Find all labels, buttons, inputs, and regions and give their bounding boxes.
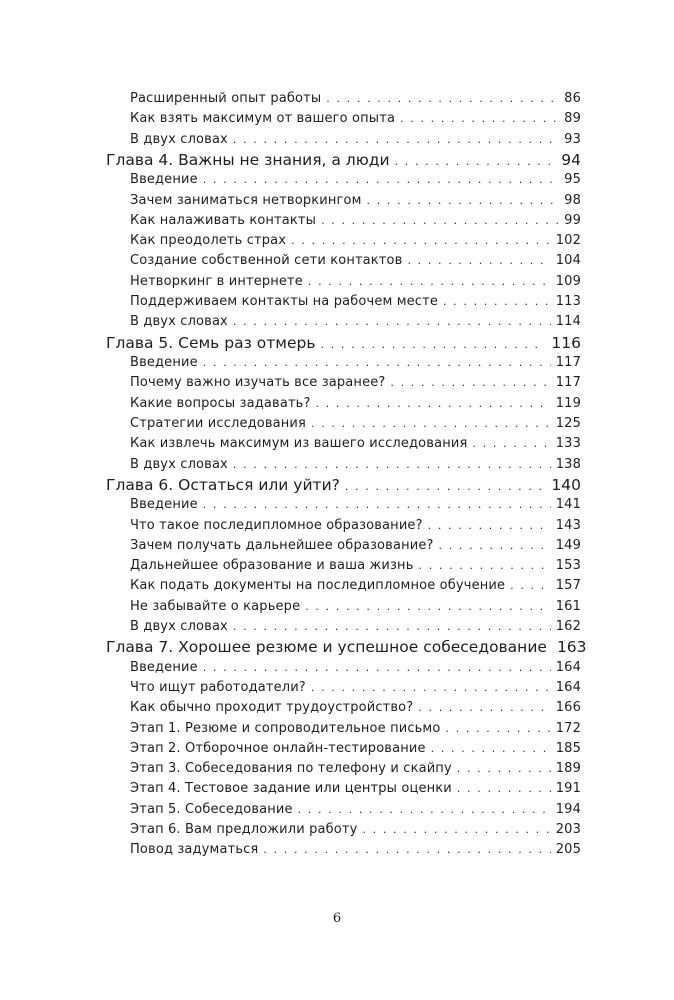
toc-entry-title: Расширенный опыт работы xyxy=(130,91,322,106)
toc-section-entry xyxy=(106,394,581,414)
toc-entry-title: Глава 4. Важны не знания, а люди xyxy=(106,150,390,169)
toc-entry-page: 166 xyxy=(555,700,581,716)
toc-entry-page: 117 xyxy=(555,355,581,371)
dot-leader xyxy=(390,373,550,393)
dot-leader xyxy=(263,840,550,860)
toc-entry-title: Глава 7. Хорошее резюме и успешное собеседование xyxy=(106,638,547,657)
dot-leader xyxy=(311,678,551,698)
toc-entry-page: 172 xyxy=(555,720,581,736)
toc-chapter-entry xyxy=(106,637,587,657)
toc-entry-page: 163 xyxy=(556,638,587,657)
toc-entry-title: Глава 5. Семь раз отмерь xyxy=(106,333,316,352)
dot-leader xyxy=(472,434,550,454)
toc-entry-page: 143 xyxy=(555,517,581,533)
toc-entry-title: Зачем получать дальнейшее образование? xyxy=(130,537,434,553)
dot-leader xyxy=(203,658,551,678)
dot-leader xyxy=(316,394,551,414)
toc-entry-title: Введение xyxy=(130,355,198,371)
dot-leader xyxy=(362,820,550,840)
toc-entry-title: Нетворкинг в интернете xyxy=(130,273,303,289)
toc-entry-page: 162 xyxy=(555,619,581,634)
toc-entry-page: 95 xyxy=(564,172,581,188)
toc-section-entry xyxy=(106,800,581,820)
toc-entry-page: 125 xyxy=(555,415,581,431)
toc-section-entry xyxy=(106,211,581,231)
dot-leader xyxy=(418,698,550,718)
toc-entry-page: 157 xyxy=(555,578,581,594)
toc-section-entry xyxy=(106,759,581,779)
toc-entry-title: Что такое последипломное образование? xyxy=(130,517,423,533)
toc-section-entry xyxy=(106,576,581,596)
toc-entry-page: 133 xyxy=(555,436,581,452)
toc-entry-title: Как налаживать контакты xyxy=(130,212,317,228)
toc-section-entry xyxy=(106,109,581,129)
toc-entry-page: 194 xyxy=(555,801,581,817)
toc-section-entry xyxy=(106,272,581,292)
toc-entry-title: Зачем заниматься нетворкингом xyxy=(130,192,362,208)
toc-section-entry xyxy=(106,191,581,211)
toc-entry-title: Введение xyxy=(130,497,198,513)
toc-entry-title: Этап 1. Резюме и сопроводительное письмо xyxy=(130,720,441,736)
dot-leader xyxy=(439,536,551,556)
toc-section-entry xyxy=(106,698,581,718)
toc-section-entry xyxy=(106,251,581,271)
toc-section-entry xyxy=(106,658,581,678)
dot-leader xyxy=(233,130,559,150)
toc-entry-title: Этап 4. Тестовое задание или центры оценки xyxy=(130,781,452,797)
toc-entry-page: 189 xyxy=(555,761,581,777)
toc-entry-title: Как обычно проходит трудоустройство? xyxy=(130,700,414,716)
dot-leader xyxy=(321,211,559,231)
toc-section-entry xyxy=(106,373,581,393)
dot-leader xyxy=(428,516,551,536)
dot-leader xyxy=(233,312,551,332)
toc-section-entry xyxy=(106,89,581,109)
toc-entry-title: Какие вопросы задавать? xyxy=(130,395,311,411)
toc-chapter-entry xyxy=(106,475,581,495)
dot-leader xyxy=(203,170,559,190)
dot-leader xyxy=(308,272,551,292)
toc-entry-title: Почему важно изучать все заранее? xyxy=(130,375,386,391)
toc-entry-title: Введение xyxy=(130,172,198,188)
toc-entry-title: В двух словах xyxy=(130,456,228,472)
toc-section-entry xyxy=(106,820,581,840)
toc-entry-page: 138 xyxy=(555,456,581,472)
toc-entry-title: Этап 2. Отборочное онлайн-тестирование xyxy=(130,740,426,756)
toc-entry-page: 99 xyxy=(564,212,581,228)
toc-entry-title: В двух словах xyxy=(130,131,228,147)
toc-entry-page: 117 xyxy=(555,375,581,391)
dot-leader xyxy=(305,597,551,617)
toc-section-entry xyxy=(106,617,581,637)
toc-entry-page: 161 xyxy=(555,598,581,614)
dot-leader xyxy=(203,495,551,515)
toc-entry-title: Введение xyxy=(130,659,198,675)
toc-entry-page: 94 xyxy=(561,150,581,169)
table-of-contents xyxy=(106,89,587,861)
toc-entry-title: Глава 6. Остаться или уйти? xyxy=(106,475,340,494)
dot-leader xyxy=(320,335,546,355)
toc-chapter-entry xyxy=(106,333,581,353)
toc-entry-title: Как извлечь максимум из вашего исследования xyxy=(130,436,468,452)
dot-leader xyxy=(443,292,551,312)
toc-section-entry xyxy=(106,170,581,190)
toc-entry-title: Дальнейшее образование и ваша жизнь xyxy=(130,558,414,574)
toc-entry-page: 140 xyxy=(551,475,581,494)
toc-entry-title: Стратегии исследования xyxy=(130,415,306,431)
toc-entry-title: Поддерживаем контакты на рабочем месте xyxy=(130,294,438,310)
toc-entry-page: 141 xyxy=(555,497,581,513)
toc-entry-title: Как преодолеть страх xyxy=(130,233,287,249)
dot-leader xyxy=(446,719,551,739)
toc-entry-title: В двух словах xyxy=(130,314,228,330)
dot-leader xyxy=(457,759,551,779)
toc-entry-page: 89 xyxy=(564,111,581,127)
toc-chapter-entry xyxy=(106,150,581,170)
toc-section-entry xyxy=(106,455,581,475)
toc-entry-page: 86 xyxy=(564,91,581,106)
dot-leader xyxy=(457,779,551,799)
toc-section-entry xyxy=(106,353,581,373)
toc-entry-title: Создание собственной сети контактов xyxy=(130,253,403,269)
toc-entry-page: 149 xyxy=(555,537,581,553)
toc-entry-page: 203 xyxy=(555,822,581,838)
dot-leader xyxy=(311,414,551,434)
toc-entry-page: 119 xyxy=(555,395,581,411)
toc-section-entry xyxy=(106,414,581,434)
dot-leader xyxy=(367,191,560,211)
toc-entry-page: 104 xyxy=(555,253,581,269)
toc-entry-title: Этап 6. Вам предложили работу xyxy=(130,822,358,838)
toc-section-entry xyxy=(106,556,581,576)
toc-entry-page: 164 xyxy=(555,679,581,695)
toc-section-entry xyxy=(106,597,581,617)
toc-entry-page: 191 xyxy=(555,781,581,797)
page-number: 6 xyxy=(332,911,342,926)
dot-leader xyxy=(431,739,551,759)
toc-entry-title: Как подать документы на последипломное обучение xyxy=(130,578,506,594)
dot-leader xyxy=(291,231,551,251)
toc-section-entry xyxy=(106,292,581,312)
dot-leader xyxy=(407,251,550,271)
dot-leader xyxy=(395,152,557,172)
toc-entry-page: 102 xyxy=(555,233,581,249)
toc-entry-title: Как взять максимум от вашего опыта xyxy=(130,111,396,127)
toc-section-entry xyxy=(106,516,581,536)
toc-entry-title: Повод задуматься xyxy=(130,842,259,858)
toc-section-entry xyxy=(106,434,581,454)
toc-entry-title: В двух словах xyxy=(130,619,228,634)
toc-section-entry xyxy=(106,840,581,860)
dot-leader xyxy=(400,109,559,129)
dot-leader xyxy=(510,576,551,596)
toc-section-entry xyxy=(106,130,581,150)
toc-entry-page: 98 xyxy=(564,192,581,208)
dot-leader xyxy=(298,800,551,820)
toc-section-entry xyxy=(106,739,581,759)
dot-leader xyxy=(419,556,551,576)
toc-entry-page: 164 xyxy=(555,659,581,675)
toc-entry-title: Не забывайте о карьере xyxy=(130,598,301,614)
toc-entry-title: Что ищут работодатели? xyxy=(130,679,306,695)
toc-section-entry xyxy=(106,231,581,251)
toc-entry-page: 93 xyxy=(564,131,581,147)
dot-leader xyxy=(233,455,551,475)
toc-entry-page: 113 xyxy=(555,294,581,310)
toc-entry-page: 109 xyxy=(555,273,581,289)
dot-leader xyxy=(203,353,551,373)
toc-section-entry xyxy=(106,678,581,698)
toc-entry-title: Этап 3. Собеседования по телефону и скайпу xyxy=(130,761,452,777)
dot-leader xyxy=(233,617,551,637)
dot-leader xyxy=(345,477,547,497)
toc-entry-page: 114 xyxy=(555,314,581,330)
toc-section-entry xyxy=(106,719,581,739)
toc-section-entry xyxy=(106,536,581,556)
toc-section-entry xyxy=(106,312,581,332)
toc-entry-page: 205 xyxy=(555,842,581,858)
dot-leader xyxy=(326,89,559,109)
toc-entry-page: 153 xyxy=(555,558,581,574)
toc-entry-title: Этап 5. Собеседование xyxy=(130,801,293,817)
toc-section-entry xyxy=(106,779,581,799)
toc-entry-page: 185 xyxy=(555,740,581,756)
toc-section-entry xyxy=(106,495,581,515)
toc-entry-page: 116 xyxy=(551,333,581,352)
